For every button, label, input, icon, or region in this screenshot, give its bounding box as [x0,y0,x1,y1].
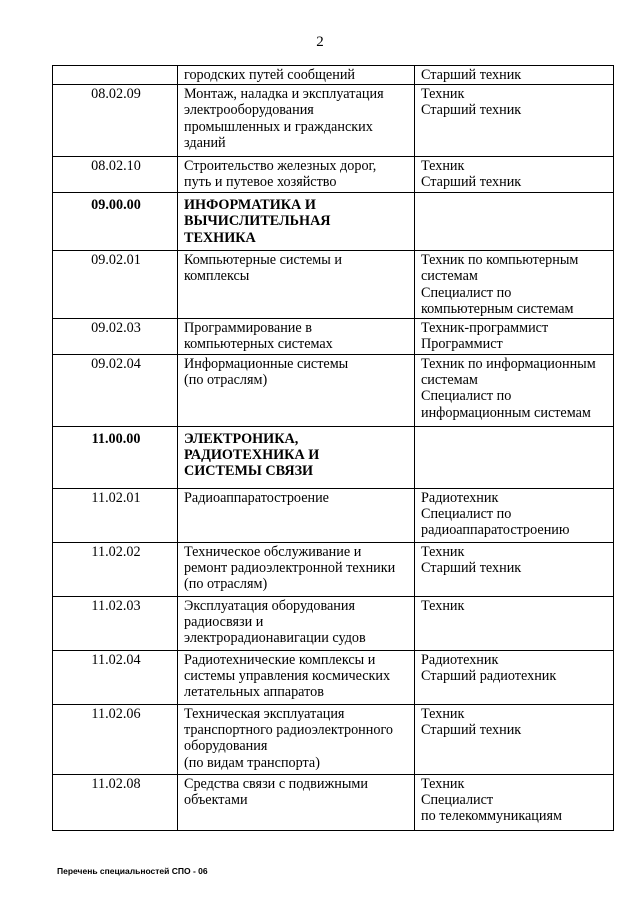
name-line: Компьютерные системы и [184,252,342,269]
name-line: (по отраслям) [184,576,268,593]
name-line: Эксплуатация оборудования [184,598,355,615]
specialty-name [178,597,415,651]
qualification-line: информационным системам [421,404,591,421]
specialty-name [178,775,415,831]
qualification [415,193,614,251]
specialties-table [52,65,614,831]
name-line: зданий [184,134,226,151]
name-line: электрооборудования [184,102,314,119]
qualification-line: Радиотехник [421,490,499,507]
qualification-line: Техник [421,598,465,615]
name-line: Радиотехнические комплексы и [184,652,376,669]
specialty-name [178,705,415,775]
specialty-name [178,651,415,705]
specialty-name [178,85,415,157]
qualification-line: Старший техник [421,722,522,739]
specialty-name [178,355,415,427]
name-line: (по видам транспорта) [184,754,320,771]
table-row [53,319,614,355]
qualification-line: Старший техник [421,67,522,83]
qualification [415,597,614,651]
name-line: ИНФОРМАТИКА И [184,197,316,214]
specialty-code: 09.02.03 [53,319,178,355]
document-footer: Перечень специальностей СПО - 06 [57,866,208,876]
qualification-line: Радиотехник [421,652,499,669]
table-row [53,85,614,157]
table-row [53,543,614,597]
specialty-name [178,157,415,193]
qualification-line: Техник [421,776,465,793]
group-name [178,427,415,489]
qualification [415,543,614,597]
name-line: оборудования [184,738,268,755]
page-number: 2 [316,34,324,50]
qualification [415,775,614,831]
specialty-code: 09.02.04 [53,355,178,427]
qualification [415,251,614,319]
name-line: ТЕХНИКА [184,229,256,246]
name-line: летательных аппаратов [184,684,324,701]
name-line: Строительство железных дорог, [184,158,377,175]
qualification-line: Техник [421,158,465,175]
qualification [415,489,614,543]
name-line: Средства связи с подвижными [184,776,368,793]
qualification [415,651,614,705]
qualification [415,355,614,427]
specialty-code: 08.02.09 [53,85,178,157]
qualification-line: Старший техник [421,560,522,577]
specialty-name [178,66,415,85]
name-line: ремонт радиоэлектронной техники [184,560,396,577]
specialty-code: 11.02.01 [53,489,178,543]
table-row [53,251,614,319]
name-line: электрорадионавигации судов [184,630,366,647]
name-line: Техническая эксплуатация [184,706,345,723]
name-line: системы управления космических [184,668,391,685]
qualification-line: Программист [421,336,503,353]
name-line: городских путей сообщений [184,67,356,83]
qualification [415,66,614,85]
qualification-line: Специалист по [421,506,512,523]
name-line: Программирование в [184,320,312,337]
qualification [415,427,614,489]
specialty-code: 11.02.02 [53,543,178,597]
specialty-code: 11.00.00 [53,427,178,489]
qualification-line: системам [421,372,478,389]
qualification-line: Техник [421,544,465,561]
qualification-line: радиоаппаратостроению [421,522,570,539]
group-row [53,427,614,489]
specialty-code: 11.02.03 [53,597,178,651]
name-line: радиосвязи и [184,614,264,631]
table-row [53,355,614,427]
qualification-line: Техник-программист [421,320,549,337]
name-line: Техническое обслуживание и [184,544,362,561]
qualification [415,85,614,157]
name-line: объектами [184,792,248,809]
table-row [53,597,614,651]
name-line: компьютерных системах [184,336,333,353]
qualification-line: Старший радиотехник [421,668,557,685]
qualification-line: системам [421,268,478,285]
specialty-code: 11.02.08 [53,775,178,831]
name-line: промышленных и гражданских [184,118,373,135]
name-line: Монтаж, наладка и эксплуатация [184,86,384,103]
qualification-line: Старший техник [421,174,522,191]
table-row [53,705,614,775]
name-line: транспортного радиоэлектронного [184,722,394,739]
qualification-line: Специалист по [421,284,512,301]
qualification [415,705,614,775]
specialty-code: 11.02.06 [53,705,178,775]
name-line: РАДИОТЕХНИКА И [184,447,320,464]
qualification [415,157,614,193]
specialty-code: 09.00.00 [53,193,178,251]
qualification-line: Техник по компьютерным [421,252,579,269]
qualification-line: Техник [421,86,465,103]
qualification [415,319,614,355]
name-line: ВЫЧИСЛИТЕЛЬНАЯ [184,213,331,230]
table-row [53,775,614,831]
table-row [53,651,614,705]
name-line: СИСТЕМЫ СВЯЗИ [184,463,314,480]
qualification-line: Техник [421,706,465,723]
group-row [53,193,614,251]
qualification-line: Старший техник [421,102,522,119]
specialty-name [178,319,415,355]
qualification-line: Специалист по [421,388,512,405]
name-line: Радиоаппаратостроение [184,490,329,507]
group-name [178,193,415,251]
specialty-name [178,489,415,543]
specialty-code: 08.02.10 [53,157,178,193]
name-line: (по отраслям) [184,372,268,389]
specialty-name [178,543,415,597]
table-row [53,157,614,193]
qualification-line: Специалист [421,792,494,809]
specialty-code: 11.02.04 [53,651,178,705]
name-line: ЭЛЕКТРОНИКА, [184,431,299,448]
specialty-code: 09.02.01 [53,251,178,319]
name-line: Информационные системы [184,356,349,373]
qualification-line: компьютерным системам [421,300,574,317]
specialty-name [178,251,415,319]
specialties-table-body [53,66,614,831]
name-line: комплексы [184,268,250,285]
name-line: путь и путевое хозяйство [184,174,337,191]
table-row [53,66,614,85]
table-row [53,489,614,543]
qualification-line: по телекоммуникациям [421,808,563,825]
qualification-line: Техник по информационным [421,356,596,373]
specialty-code [53,66,178,85]
